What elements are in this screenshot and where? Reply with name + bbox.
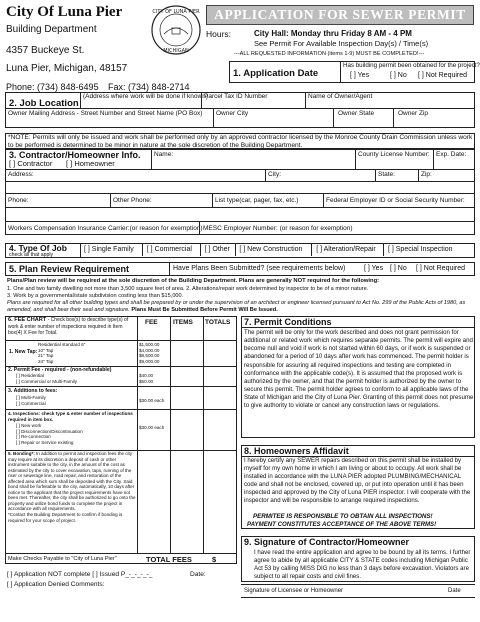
banner: [206, 5, 474, 25]
department: Building Department: [6, 24, 97, 35]
addition-option[interactable]: [ ] Commercial: [16, 400, 46, 406]
hours-label: Hours:: [206, 29, 232, 39]
city-title: City Of Luna Pier: [6, 4, 123, 20]
tap-fee: $8,500.00: [139, 353, 160, 359]
permit-fee-option[interactable]: [ ] Commercial or Multi-Family: [16, 378, 77, 384]
owner-zip-label: Owner Zip: [398, 110, 428, 117]
parcel-label: Parcel Tax ID Number: [204, 93, 268, 100]
inspection-option[interactable]: [ ] Re-connection: [16, 434, 51, 440]
tap-fee: $4,000.00: [139, 347, 160, 353]
permit-yes[interactable]: [ ] Yes: [350, 72, 370, 79]
job-other[interactable]: [ ] Other: [204, 246, 230, 253]
city-label: City:: [268, 171, 281, 178]
tap-item[interactable]: 10" Tap: [38, 347, 54, 353]
permit-fee-list: [16, 373, 77, 384]
tap-item[interactable]: Residential standard 6": [38, 342, 86, 347]
section2-title: 2. Job Location: [9, 98, 79, 109]
owner-state-label: Owner State: [338, 110, 375, 117]
plans-yes[interactable]: [ ] Yes: [364, 265, 384, 272]
additions-fee: $30.00 each: [139, 398, 165, 403]
plans-question: Have Plans Been Submitted? (see requirements below): [173, 265, 346, 272]
contractor-checkbox[interactable]: [ ] Contractor: [9, 159, 53, 168]
inspections-list: [16, 423, 83, 446]
affidavit-warning-2: PAYMENT CONSTITUTES ACCEPTANCE OF THE ABOVE TERMS!: [247, 521, 437, 528]
affidavit-text: I hereby certify any SEWER repairs described on this permit shall be installed by myself for my own home in which I am living or about to occupy. All work shall be installed in accordance with the LUNA PIER adopted PLUMBING/MECHANICAL code and shall not be enclosed, covered up, or put into operation until it has been inspected and approved by the City of Luna PIER inspector. I will cooperate with the inspector and will be responsible to arrange required inspections.: [244, 457, 471, 504]
seal-top-text: CITY OF LUNA PIER: [152, 9, 200, 15]
inspection-option[interactable]: [ ] Disconnection/Discontinuation: [16, 428, 83, 434]
mailing-label: Owner Mailing Address - Street Number and Street Name (PO Box): [8, 110, 203, 117]
section3-title: 3. Contractor/Homeowner Info.: [9, 150, 141, 160]
section8-title: 8. Homeowners Affidavit: [244, 446, 349, 456]
hours: City Hall: Monday thru Friday 8 AM - 4 PM: [254, 29, 412, 38]
plans-no[interactable]: [ ] No: [390, 265, 407, 272]
application-denied[interactable]: [ ] Application Denied Comments:: [7, 581, 105, 588]
plan-rule-2: 1. One and two family dwelling not more than 3,500 square feet of area. 2. Alterations/repair work determined by inspector to be of a minor nature.: [7, 286, 369, 292]
additions-list: [16, 395, 46, 406]
tap-item[interactable]: 24" Tap: [38, 359, 54, 365]
mesc-label: MESC Employer Number: (or reason for exemption): [203, 225, 353, 232]
inspections-label: 4. Inspections: check type & enter number of inspections required in item box.: [8, 411, 133, 422]
signature-label: Signature of Licensee or Homeowner: [244, 588, 344, 594]
fee-chart-title: 6. FEE CHART: [8, 317, 47, 323]
license-label: County License Number:: [358, 151, 430, 158]
state-label: State:: [378, 171, 395, 178]
signature-text: I have read the entire application and agree to be bound by all its terms. I further agree to abide by all applicable CITY & STATE codes including Michigan Public Act 53 by calling MISS DIG no less than 3 days before excavation. Violators are subject to all repair costs and civil fines.: [254, 549, 471, 580]
tap-fee: $1,500.00: [139, 342, 160, 347]
conditions-text: The permit will be only for the work described and does not grant permission for additional or related work which requires separate permits. The permit will expire and become null and void if work is not started within 60 days, or if work is suspended or abandoned for a period of 10 days after work has commenced. The permit holder is responsible for assuring all required inspections and testing are completed in conformance with the applicable code(s). It is assumed that the proposed work is authorized by the owner, and that the permit holder is authorized by the owner to secure this permit. The permit holder agrees to conform to all applicable laws of the State of Michigan and the City of Luna Pier. Granting of this permit does not presume to give authority to violate or cancel any construction laws or regulations.: [244, 329, 474, 410]
total-fees-dollar: $: [212, 555, 217, 564]
issued-date-label: Date:: [190, 571, 206, 578]
plan-rule-4-bold: Plans Must Be Submitted Before Permit Will Be Issued.: [131, 306, 278, 313]
permit-fee-values: [139, 373, 153, 384]
bonding-body: In addition to permit and inspection fees the city may require at its discretion a deposit of cash or other instrument suitable to the city, in the amount of the cost as estimated by the city to cover excavation, taps, running of the riser or sewerage line, road repair, and restoration of the affected area which sum shall be deposited with the City. Said bond shall be forfeitable to the city, automatically, 10 days after notice to the applicant that the project requirements have not been met. Thereafter, the city shall be authorized to go onto the property and utilize bond funds to complete the project in accordance with all requirements.: [8, 451, 136, 512]
signature-date-label: Date: [448, 588, 461, 594]
homeowner-checkbox[interactable]: [ ] Homeowner: [66, 159, 115, 168]
other-phone-label: Other Phone:: [113, 197, 152, 204]
permit-not-required[interactable]: [ ] Not Required: [418, 72, 468, 79]
owner-name-label: Name of Owner/Agent: [308, 93, 373, 100]
checks-payable: Make Checks Payable to "City of Luna Pier": [8, 556, 117, 562]
job-single-family[interactable]: [ ] Single Family: [84, 246, 134, 253]
permit-fee-value: $50.00: [139, 378, 154, 384]
list-type-label: List type(car, pager, fax, etc.): [215, 197, 299, 204]
bonding-contact: *Contact the Building Department to confirm if bonding is required for your scope of project.: [8, 512, 123, 523]
tap-fee-list: [139, 342, 159, 365]
section4-sub: check all that apply: [9, 252, 54, 258]
plan-rule-3: 3. Work by a governmental/state subdivision costing less than $15,000.: [7, 293, 184, 299]
banner-text: APPLICATION FOR SEWER PERMIT: [214, 7, 466, 22]
job-new-construction[interactable]: [ ] New Construction: [239, 246, 303, 253]
exp-date-label: Exp. Date:: [436, 151, 467, 158]
totals-header: TOTALS: [205, 319, 231, 326]
plans-not-required[interactable]: [ ] Not Required: [416, 265, 466, 272]
federal-id-label: Federal Employer ID or Social Security Number:: [326, 197, 465, 204]
section9-title: 9. Signature of Contractor/Homeowner: [244, 537, 410, 547]
bonding-text: [8, 451, 136, 523]
permit-question: Has building permit been obtained for the project?: [343, 62, 480, 69]
fee-chart-instructions: - Check box(s) to describe type(s) of work & enter number of inspections required in Item box(4) X Fee for Total.: [8, 317, 129, 336]
section7-title: 7. Permit Conditions: [244, 317, 332, 327]
fax: Fax: (734) 848-2714: [108, 82, 190, 92]
address-street: 4357 Buckeye St.: [6, 45, 85, 56]
phone: Phone: (734) 848-6495: [6, 82, 99, 92]
fee-chart-intro: [8, 317, 136, 336]
city-seal-icon: [150, 4, 202, 56]
address-city: Luna Pier, Michigan, 48157: [6, 63, 128, 74]
permit-fee-value: $40.00: [139, 373, 154, 378]
section5-title: 5. Plan Review Requirement: [9, 264, 130, 274]
zip-label: Zip:: [421, 171, 432, 178]
inspection-option[interactable]: [ ] New work: [16, 423, 42, 428]
additions-label: 3. Additions to fees:: [8, 388, 58, 394]
job-commercial[interactable]: [ ] Commercial: [146, 246, 192, 253]
seal-bottom-text: MICHIGAN: [163, 48, 189, 54]
hours-note: See Permit For Available Inspection Day(s) / Time(s): [254, 39, 429, 48]
total-fees-label: TOTAL FEES: [146, 555, 192, 564]
permit-fee-option[interactable]: [ ] Residential: [16, 373, 44, 378]
job-alteration-repair[interactable]: [ ] Alteration/Repair: [316, 246, 376, 253]
job-special-inspection[interactable]: [ ] Special Inspection: [387, 246, 453, 253]
plan-rule-4-text: Plans are required for all other building types and shall be prepared by or under the supervision of an architect or engineer licensed pursuant to Act No. 299 of the Public Acts of 1980, as amended, and shall bear their seal and signature.: [7, 300, 466, 313]
affidavit-warning-1: PERMITEE IS RESPONSIBLE TO OBTAIN ALL INSPECTIONS!: [253, 513, 433, 520]
workers-comp-label: Workers Compensation Insurance Carrier:(or reason for exemption): [8, 225, 203, 232]
items-header: ITEMS: [173, 319, 193, 326]
phone-label: Phone:: [8, 197, 29, 204]
owner-city-label: Owner City: [216, 110, 249, 117]
job-address-label: (Address where work will be done if known): [83, 93, 208, 100]
tap-list: [38, 342, 85, 365]
address-label: Address:: [8, 171, 34, 178]
section1-title: 1. Application Date: [233, 68, 319, 79]
plan-rule-4: [7, 300, 475, 314]
inspections-fee: $30.00 each: [139, 425, 165, 430]
tap-item[interactable]: 21" Tap: [38, 353, 54, 359]
name-label: Name:: [154, 151, 174, 158]
required-note: ---ALL REQUESTED INFORMATION (items 1-9) MUST BE COMPLETED!---: [234, 51, 425, 57]
section4-title: 4. Type Of Job: [9, 243, 67, 253]
bonding-title: 5. Bonding*:: [8, 451, 35, 456]
contractor-note: *NOTE: Permits will only be issued and work shall be performed only by an approved contractor licensed by the Monroe County Drain Commission unless work to be performed is determined to be minor in nature at the sole discretion of the Building Department.: [8, 134, 473, 149]
permit-fee-label: 2. Permit Fee - required - (non-refundable): [8, 367, 112, 373]
inspection-option[interactable]: [ ] Repair or Service existing: [16, 440, 74, 446]
permit-no[interactable]: [ ] No: [390, 72, 407, 79]
addition-option[interactable]: [ ] Multi-Family: [16, 395, 46, 400]
fee-header: FEE: [145, 319, 158, 326]
application-incomplete[interactable]: [ ] Application NOT complete [ ] Issued P_-_-_-_-_: [7, 571, 153, 578]
tap-fee: $9,000.00: [139, 359, 160, 365]
plan-rule-1: Plans/Plan review will be required at the sole discretion of the Building Department. Plans are generally NOT required for the following:: [7, 278, 380, 284]
new-tap-label: 1. New Tap:: [9, 349, 38, 355]
